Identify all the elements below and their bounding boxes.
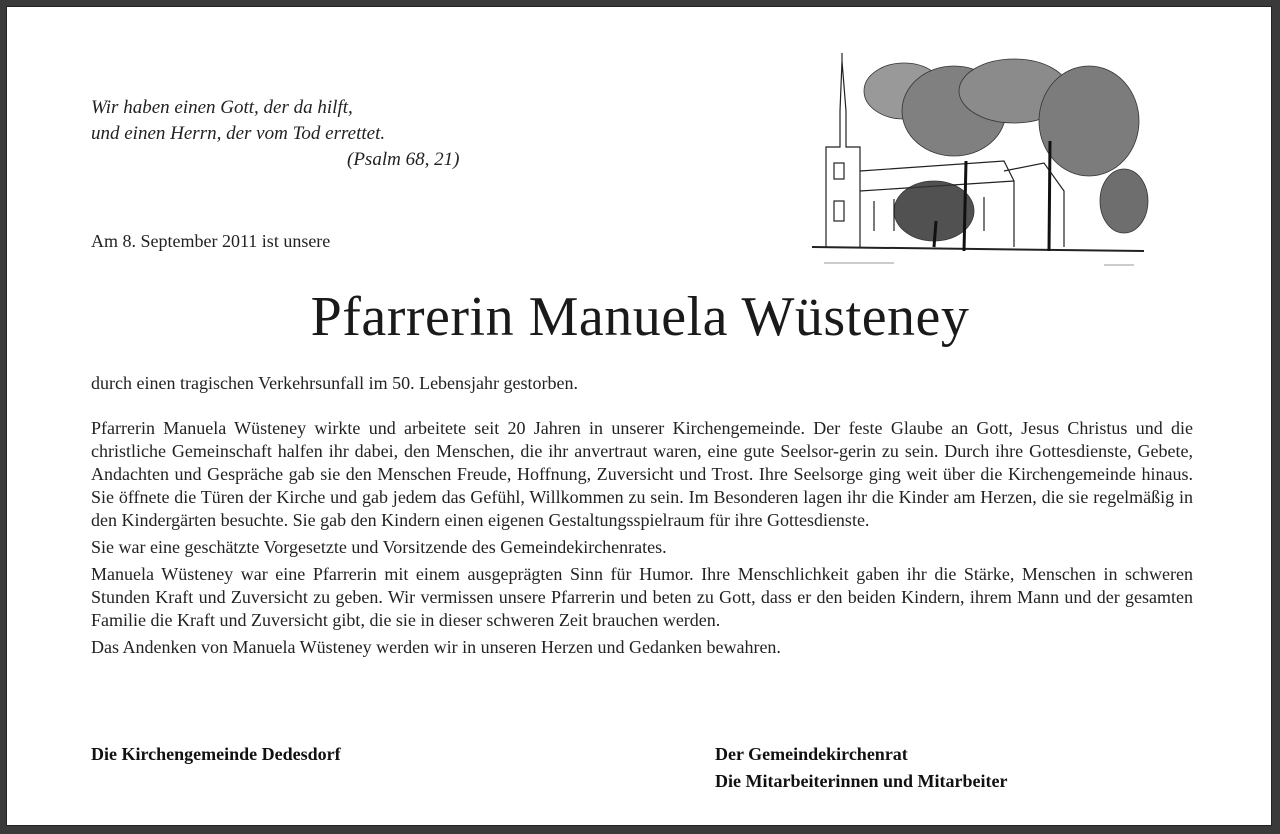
obituary-notice: [6, 6, 1272, 826]
verse-source: (Psalm 68, 21): [347, 149, 460, 170]
paragraph: Das Andenken von Manuela Wüsteney werden wir in unseren Herzen und Gedanken bewahren.: [91, 637, 781, 657]
paragraph: Manuela Wüsteney war eine Pfarrerin mit einem ausgeprägten Sinn für Humor. Ihre Menschlichkeit gaben ihr die Stärke, Menschen in schweren Stunden Kraft und Zuversicht zu geben. Wir vermissen unsere Pfarrerin und beten zu Gott, dass er den beiden Kindern, ihrem Mann und der gesamten Familie die Kraft und Zuversicht gibt, die sie in dieser schweren Zeit brauchen werden.: [91, 564, 1193, 630]
signature-line: Der Gemeindekirchenrat: [715, 744, 908, 764]
paragraph: Pfarrerin Manuela Wüsteney wirkte und arbeitete seit 20 Jahren in unserer Kirchengemeinde. Der feste Glaube an Gott, Jesus Christus und die christliche Gemeinschaft halfen ihr dabei, den Menschen, die ihr anvertraut waren, eine gute Seelsor-gerin zu sein. Durch ihre Gottesdienste, Gebete, Andachten und Gespräche gab sie den Menschen Freude, Hoffnung, Zuversicht und Trost. Ihre Seelsorge ging weit über die Kirchengemeinde hinaus. Sie öffnete die Türen der Kirche und gab jedem das Gefühl, Willkommen zu sein. Im Besonderen lagen ihr die Kinder am Herzen, die sie regelmäßig in den Kindergärten besuchte. Sie gab den Kindern einen eigenen Gestaltungsspielraum für ihre Gottesdienste.: [91, 418, 1193, 530]
bible-verse: [91, 95, 459, 173]
deceased-name: Pfarrerin Manuela Wüsteney: [310, 286, 970, 348]
intro-line: Am 8. September 2011 ist unsere: [91, 231, 331, 251]
paragraph: Sie war eine geschätzte Vorgesetzte und Vorsitzende des Gemeindekirchenrates.: [91, 537, 667, 557]
obituary-body: [91, 417, 1193, 663]
cause-line: durch einen tragischen Verkehrsunfall im 50. Lebensjahr gestorben.: [91, 373, 579, 393]
signature-left: [91, 741, 341, 768]
verse-line-2: und einen Herrn, der vom Tod errettet.: [91, 123, 386, 144]
church-drawing-icon: [804, 51, 1152, 271]
signature-line: Die Kirchengemeinde Dedesdorf: [91, 744, 341, 764]
signature-line: Die Mitarbeiterinnen und Mitarbeiter: [715, 771, 1008, 791]
verse-line-1: Wir haben einen Gott, der da hilft,: [91, 97, 353, 118]
signature-right: [715, 741, 1007, 795]
